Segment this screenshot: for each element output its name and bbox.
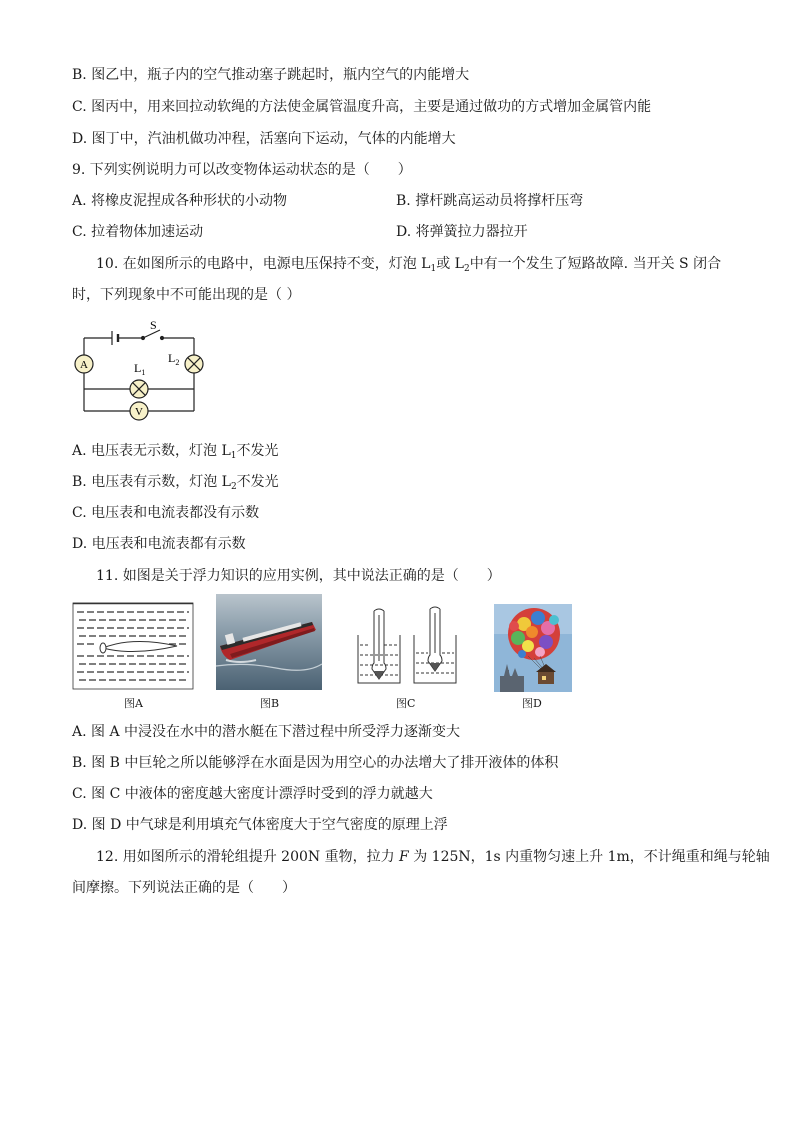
q10-option-a: A. 电压表无示数，灯泡 $L_1$不发光: [72, 443, 279, 461]
q11-option-a: A. 图 A 中浸没在水中的潜水艇在下潜过程中所受浮力逐渐变大: [72, 724, 461, 740]
balloon-cluster: [508, 608, 560, 660]
ammeter-symbol: [75, 355, 93, 373]
q11-stem: 11. 如图是关于浮力知识的应用实例，其中说法正确的是（ ）: [96, 568, 501, 584]
q10-option-d: D. 电压表和电流表都有示数: [72, 536, 246, 552]
q9-option-d: D. 将弹簧拉力器拉开: [396, 224, 528, 240]
lamp-l1-symbol: [130, 380, 148, 398]
voltmeter-label: V: [135, 406, 143, 418]
q9-stem: 9. 下列实例说明力可以改变物体运动状态的是（ ）: [72, 162, 412, 178]
q10-stem-line2: 时，下列现象中不可能出现的是（ ）: [72, 287, 301, 303]
q9-option-b: B. 撑杆跳高运动员将撑杆压弯: [396, 193, 584, 209]
figure-b-ship-photo: [216, 594, 322, 690]
q12-stem-line2: 间摩擦。下列说法正确的是（ ）: [72, 880, 296, 896]
q8-option-c: C. 图丙中，用来回拉动软绳的方法使金属管温度升高，主要是通过做功的方式增加金属管内能: [72, 99, 652, 115]
circuit-diagram: [72, 318, 202, 428]
figure-d-caption: 图D: [522, 697, 542, 710]
figure-b-caption: 图B: [260, 697, 280, 710]
q11-option-d: D. 图 D 中气球是利用填充气体密度大于空气密度的原理上浮: [72, 817, 448, 833]
ammeter-label: A: [80, 359, 88, 371]
q10-option-c: C. 电压表和电流表都没有示数: [72, 505, 260, 521]
l1-label: $L_1$: [134, 361, 146, 377]
q10-option-b: B. 电压表有示数，灯泡 $L_2$不发光: [72, 474, 279, 492]
voltmeter-symbol: [130, 402, 148, 420]
q12-stem-line1: 12. 用如图所示的滑轮组提升 200N 重物，拉力 F 为 125N，1s 内重物匀速上升 1m，不计绳重和绳与轮轴: [96, 849, 770, 865]
figure-c-hydrometers: [356, 607, 460, 687]
lamp-l2-symbol: [185, 355, 203, 373]
figure-a-caption: 图A: [124, 697, 143, 710]
q11-option-b: B. 图 B 中巨轮之所以能够浮在水面是因为用空心的办法增大了排开液体的体积: [72, 755, 559, 771]
figure-c-caption: 图C: [396, 697, 416, 710]
figure-d-balloon-photo: [494, 604, 572, 692]
q8-option-d: D. 图丁中，汽油机做功冲程，活塞向下运动，气体的内能增大: [72, 131, 456, 147]
q11-option-c: C. 图 C 中液体的密度越大密度计漂浮时受到的浮力就越大: [72, 786, 433, 802]
figure-a-submarine: [73, 603, 193, 689]
switch-label: S: [150, 318, 157, 332]
q9-option-a: A. 将橡皮泥捏成各种形状的小动物: [72, 193, 288, 209]
l2-label: $L_2$: [168, 351, 180, 367]
q9-option-c: C. 拉着物体加速运动: [72, 224, 204, 240]
q10-stem-line1: 10. 在如图所示的电路中，电源电压保持不变，灯泡 $L_1$或 $L_2$中有一个发生了短路故障. 当开关 S 闭合: [96, 256, 722, 274]
q8-option-b: B. 图乙中，瓶子内的空气推动塞子跳起时，瓶内空气的内能增大: [72, 67, 470, 83]
